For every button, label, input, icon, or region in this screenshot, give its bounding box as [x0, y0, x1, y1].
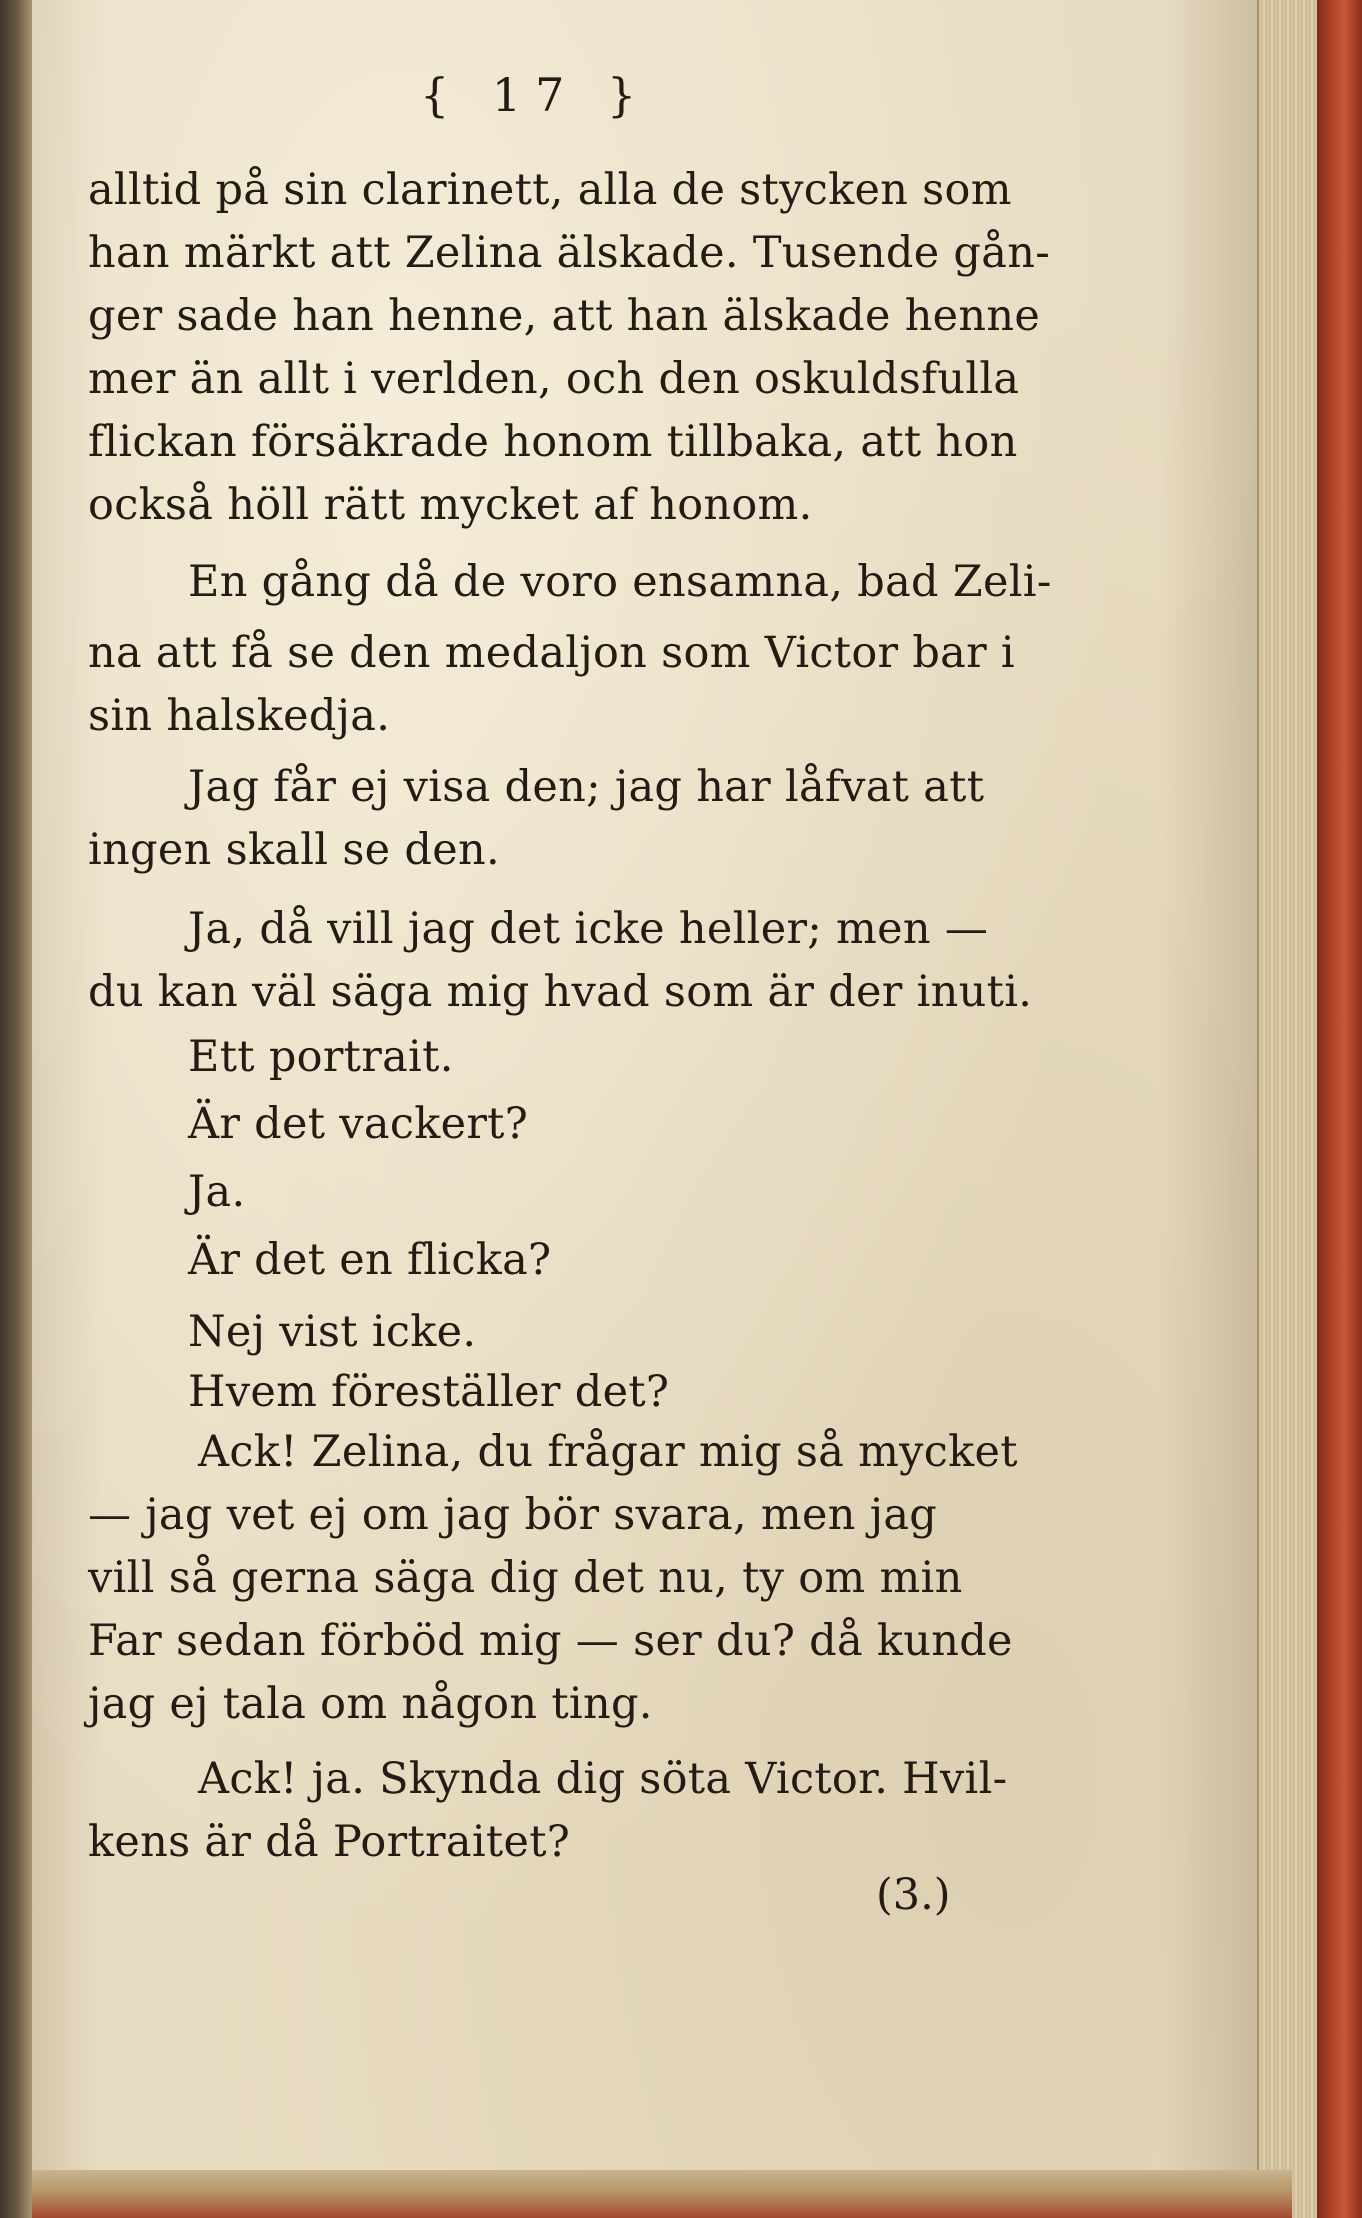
- page-number: { 17 }: [420, 68, 651, 122]
- text-line: flickan försäkrade honom tillbaka, att hon: [88, 417, 1018, 467]
- text-line: alltid på sin clarinett, alla de stycken som: [88, 165, 1012, 215]
- text-line: sin halskedja.: [88, 691, 391, 741]
- text-line: Ja.: [188, 1167, 246, 1217]
- text-line: — jag vet ej om jag bör svara, men jag: [88, 1490, 938, 1540]
- text-line: Hvem föreställer det?: [188, 1367, 670, 1417]
- text-line: mer än allt i verlden, och den oskuldsfulla: [88, 354, 1020, 404]
- text-line: Jag får ej visa den; jag har låfvat att: [188, 762, 985, 812]
- text-line: Är det vackert?: [188, 1099, 529, 1149]
- text-line: du kan väl säga mig hvad som är der inuti.: [88, 967, 1033, 1017]
- text-line: jag ej tala om någon ting.: [88, 1679, 653, 1729]
- text-line: ger sade han henne, att han älskade henne: [88, 291, 1041, 341]
- text-line: vill så gerna säga dig det nu, ty om min: [88, 1553, 963, 1603]
- text-line: ingen skall se den.: [88, 825, 500, 875]
- text-line: kens är då Portraitet?: [88, 1817, 571, 1867]
- text-line: Ja, då vill jag det icke heller; men —: [188, 904, 989, 954]
- text-line: Ack! Zelina, du frågar mig så mycket: [198, 1427, 1018, 1477]
- page-bottom-edge: [32, 2170, 1292, 2218]
- red-cover-edge: [1317, 0, 1362, 2218]
- text-line: Far sedan förböd mig — ser du? då kunde: [88, 1616, 1013, 1666]
- text-line: Är det en flicka?: [188, 1235, 552, 1285]
- text-line: Nej vist icke.: [188, 1307, 477, 1357]
- text-line: Ack! ja. Skynda dig söta Victor. Hvil-: [198, 1754, 1008, 1804]
- text-line: också höll rätt mycket af honom.: [88, 480, 813, 530]
- book-gutter-edge: [0, 0, 32, 2218]
- text-line: En gång då de voro ensamna, bad Zeli-: [188, 557, 1052, 607]
- signature-mark: (3.): [876, 1870, 951, 1920]
- text-line: na att få se den medaljon som Victor bar i: [88, 628, 1015, 678]
- text-line: Ett portrait.: [188, 1032, 454, 1082]
- page-fore-edge: [1257, 0, 1319, 2218]
- text-line: han märkt att Zelina älskade. Tusende gån-: [88, 228, 1051, 278]
